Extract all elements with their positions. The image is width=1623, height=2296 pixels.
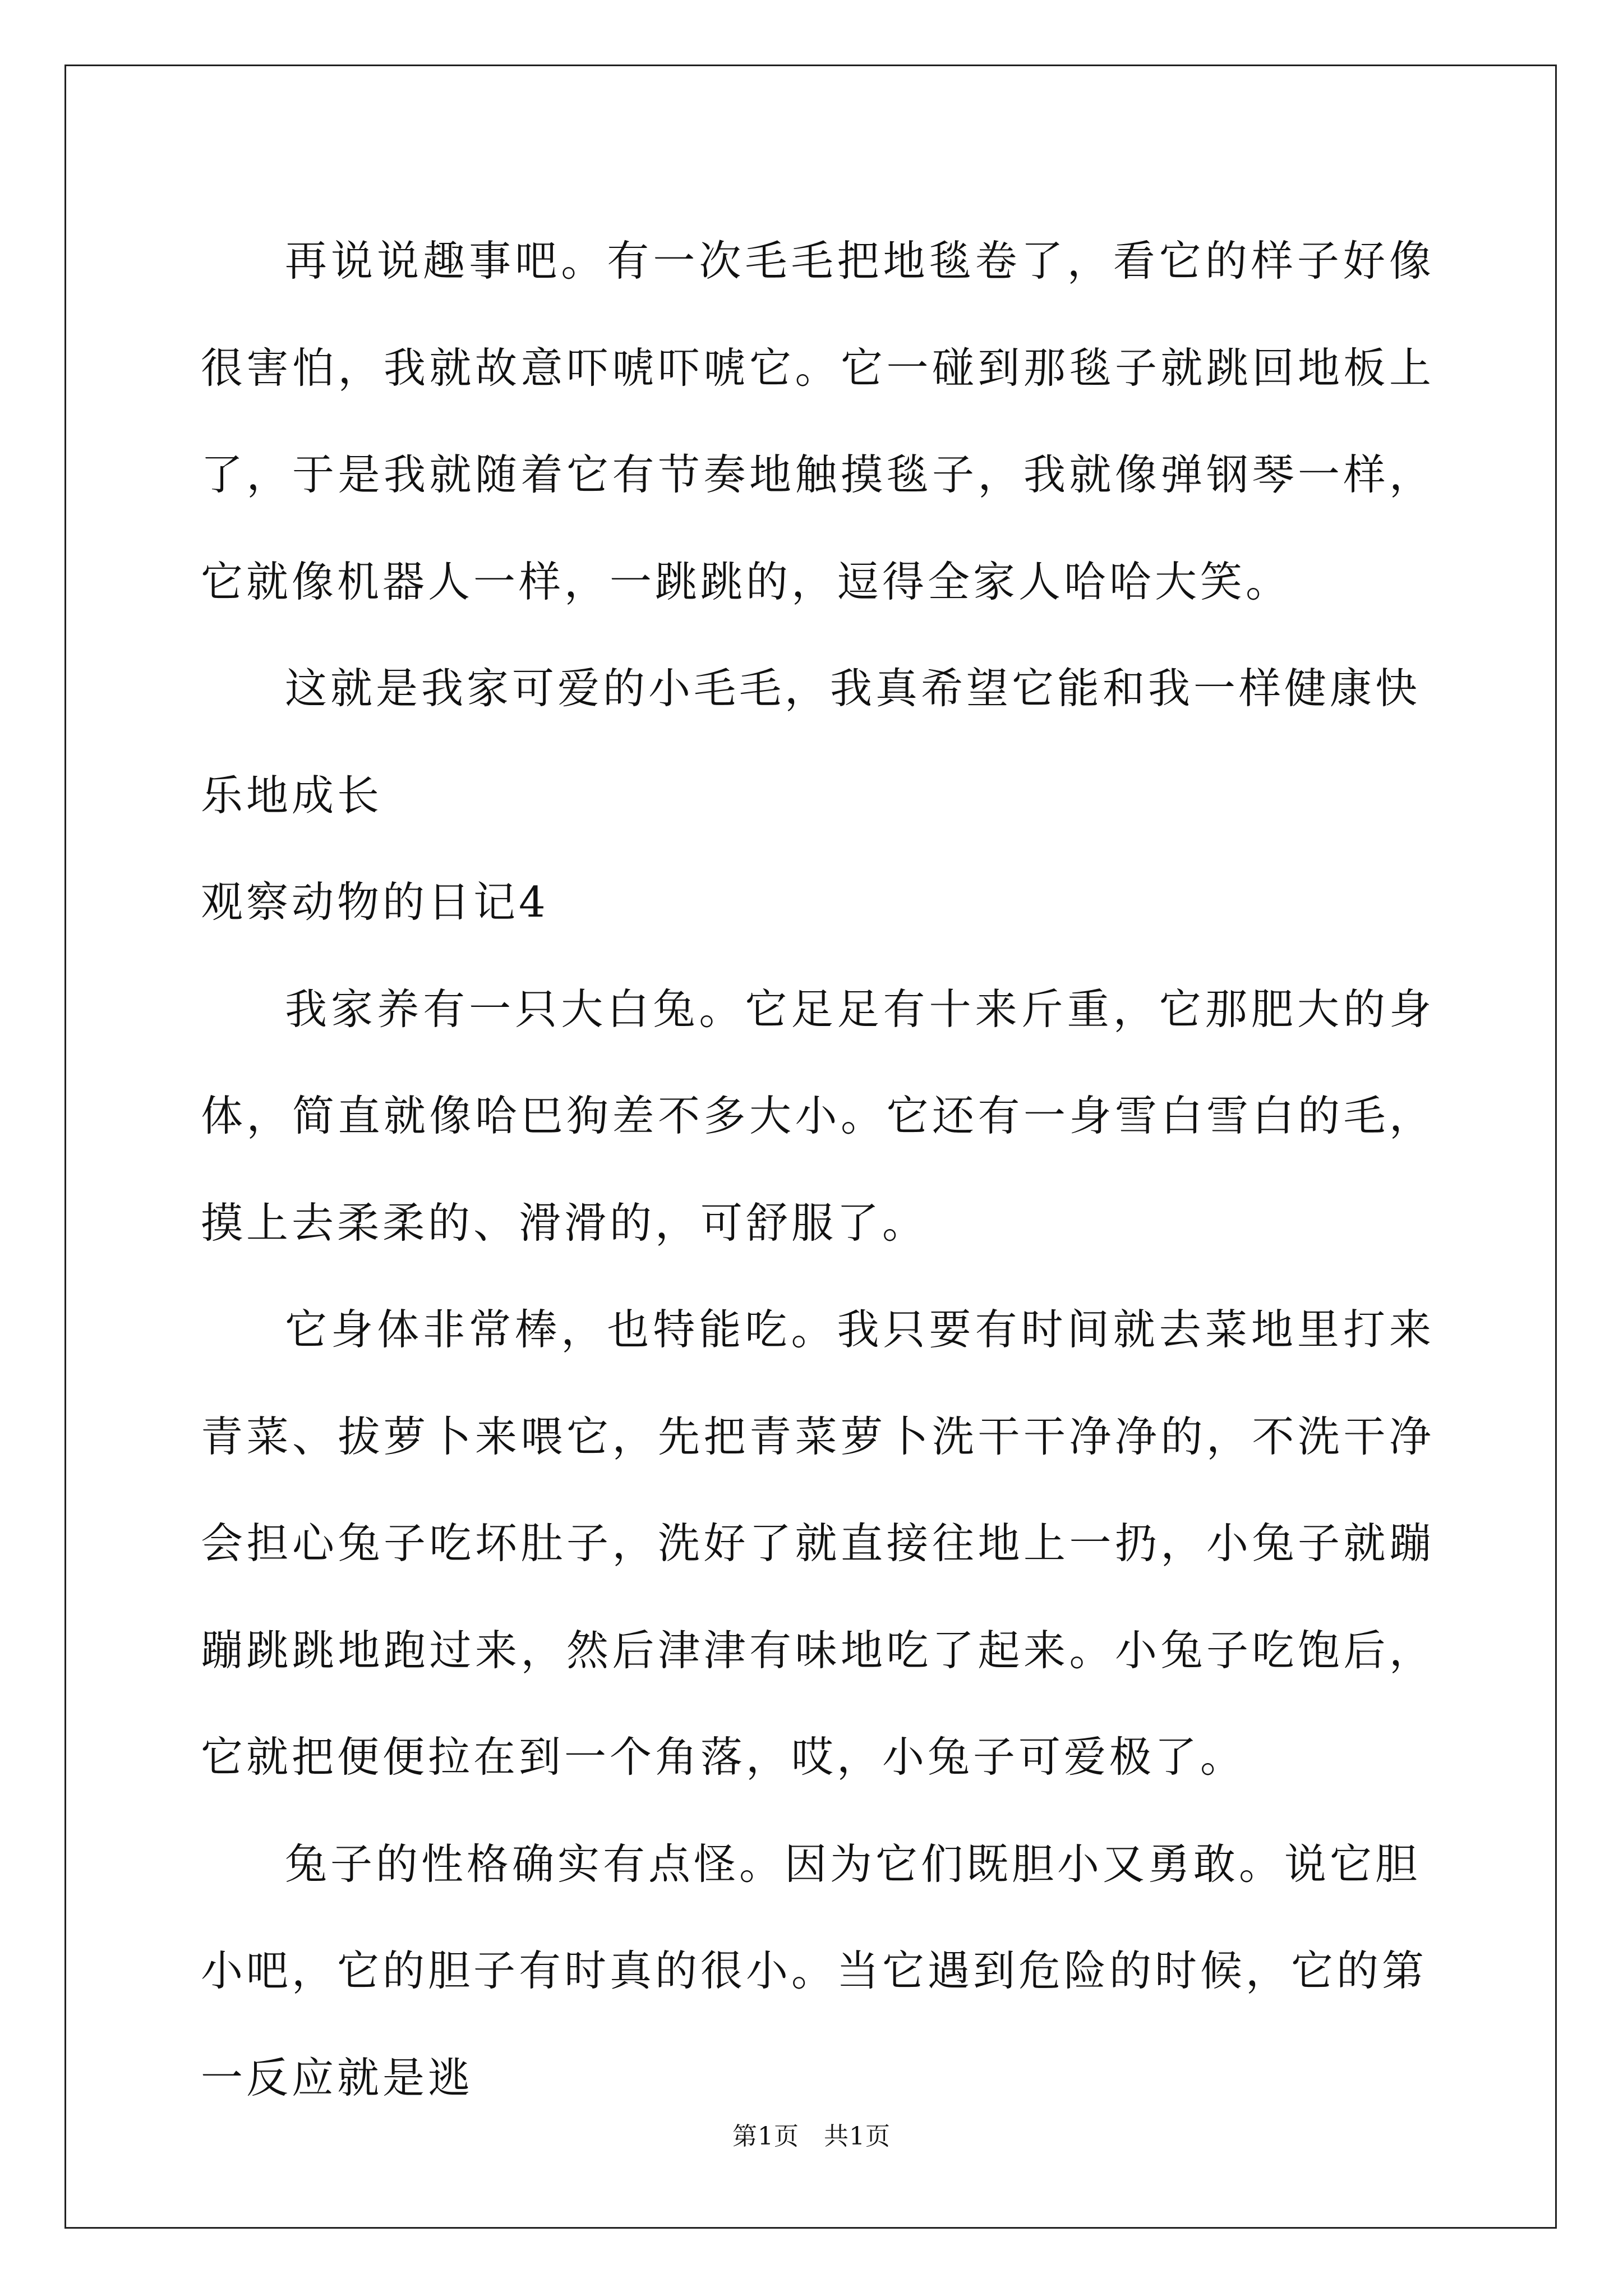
paragraph-rabbit-feeding: 它身体非常棒，也特能吃。我只要有时间就去菜地里打来青菜、拔萝卜来喂它，先把青菜萝卜洗干干净净的，不洗干净会担心兔子吃坏肚子，洗好了就直接往地上一扔，小兔子就蹦蹦跳跳地跑过来，然后津津有味地吃了起来。小兔子吃饱后，它就把便便拉在到一个角落，哎，小兔子可爱极了。 <box>201 1305 1435 1782</box>
document-body <box>201 208 1435 2131</box>
page-total: 共1页 <box>824 2122 891 2151</box>
diary-heading: 观察动物的日记4 <box>201 877 549 927</box>
page-footer <box>0 2116 1623 2152</box>
paragraph-rabbit-personality: 兔子的性格确实有点怪。因为它们既胆小又勇敢。说它胆小吧，它的胆子有时真的很小。当它遇到危险的时候，它的第一反应就是逃 <box>201 1839 1428 2102</box>
page-number: 第1页 <box>732 2122 799 2151</box>
paragraph-fun-story: 再说说趣事吧。有一次毛毛把地毯卷了，看它的样子好像很害怕，我就故意吓唬吓唬它。它一碰到那毯子就跳回地板上了，于是我就随着它有节奏地触摸毯子，我就像弹钢琴一样，它就像机器人一样，一跳跳的，逗得全家人哈哈大笑。 <box>201 236 1435 606</box>
paragraph-conclusion: 这就是我家可爱的小毛毛，我真希望它能和我一样健康快乐地成长 <box>201 664 1421 820</box>
paragraph-rabbit-intro: 我家养有一只大白兔。它足足有十来斤重，它那肥大的身体，简直就像哈巴狗差不多大小。它还有一身雪白雪白的毛，摸上去柔柔的、滑滑的，可舒服了。 <box>201 984 1435 1248</box>
